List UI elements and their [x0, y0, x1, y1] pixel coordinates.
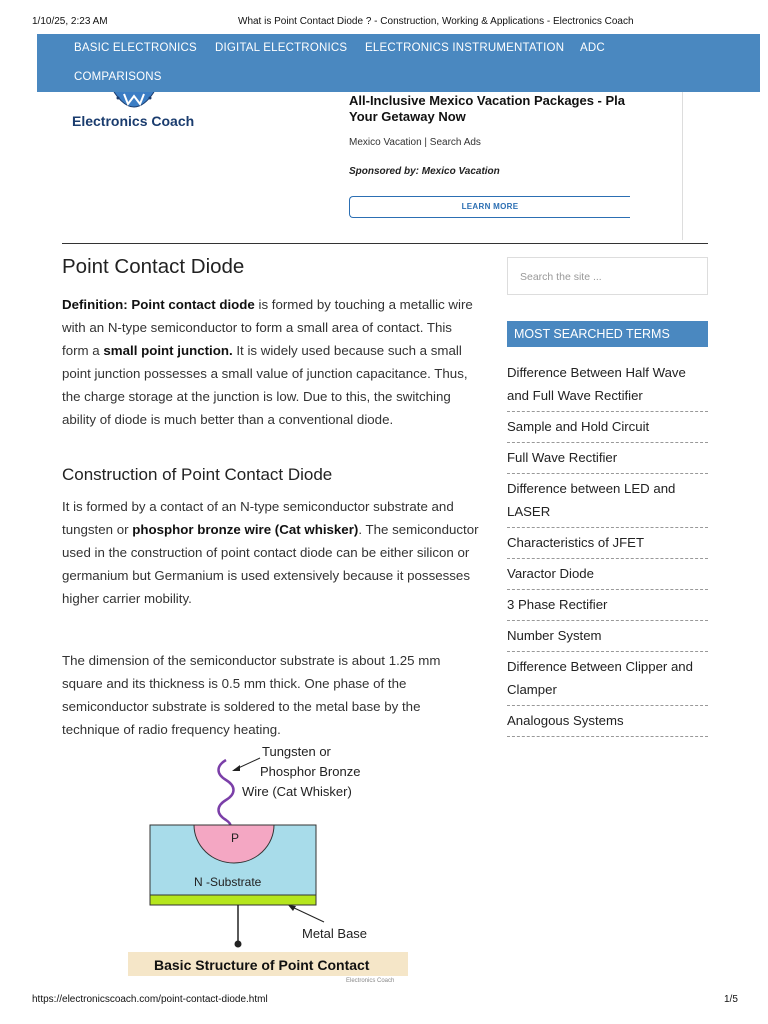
point-contact-diagram: [128, 742, 410, 982]
term-link[interactable]: Difference between LED and LASER: [507, 477, 708, 528]
wire-label-line-2: Phosphor Bronze: [260, 764, 361, 779]
most-searched-list: [507, 361, 708, 740]
wire-label-line-1: Tungsten or: [262, 744, 331, 759]
site-search-box[interactable]: [507, 257, 708, 295]
logo-text: Electronics Coach: [72, 113, 195, 129]
wire-label-line-3: Wire (Cat Whisker): [242, 784, 352, 799]
definition-term: Definition: Point contact diode: [62, 297, 255, 312]
construction-text-1: It is formed by a contact of an N-type semiconductor substrate and tungsten or: [62, 499, 454, 537]
definition-paragraph: [62, 293, 480, 431]
search-input[interactable]: [518, 270, 702, 284]
diagram-caption: Basic Structure of Point Contact: [154, 957, 370, 973]
cat-whisker-term: phosphor bronze wire (Cat whisker): [132, 522, 359, 537]
article-title: Point Contact Diode: [62, 255, 245, 278]
construction-heading: Construction of Point Contact Diode: [62, 465, 333, 484]
term-link[interactable]: Analogous Systems: [507, 709, 708, 737]
term-link[interactable]: Difference Between Half Wave and Full Wave Rectifier: [507, 361, 708, 412]
term-link[interactable]: Sample and Hold Circuit: [507, 415, 708, 443]
print-page-number: 1/5: [724, 994, 738, 1005]
ad-source: Mexico Vacation | Search Ads: [349, 137, 481, 148]
nav-item-electronics-instrumentation[interactable]: ELECTRONICS INSTRUMENTATION: [365, 42, 565, 54]
definition-text-2: It is widely used because such a small point junction possesses a small value of junction capacitance. Thus, the charge storage at the junction is low. Due to this, the switching ability of diode is much better than a conventional diode.: [62, 343, 468, 427]
ad-headline-line-2[interactable]: Your Getaway Now: [349, 109, 466, 124]
nav-item-digital-electronics[interactable]: DIGITAL ELECTRONICS: [215, 42, 348, 54]
print-page-title: What is Point Contact Diode ? - Construction, Working & Applications - Electronics Coach: [238, 16, 634, 27]
small-point-junction-term: small point junction.: [103, 343, 233, 358]
nav-item-basic-electronics[interactable]: BASIC ELECTRONICS: [74, 42, 197, 54]
construction-text-2: . The semiconductor used in the construction of point contact diode can be either silicon or germanium but Germanium is used extensively because it possesses higher carrier mobility.: [62, 522, 479, 606]
main-navigation: [37, 34, 760, 92]
print-date: 1/10/25, 2:23 AM: [32, 16, 108, 27]
term-link[interactable]: Full Wave Rectifier: [507, 446, 708, 474]
cat-whisker-wire-icon: [219, 760, 234, 832]
substrate-label: N -Substrate: [194, 875, 262, 889]
metal-base-label: Metal Base: [302, 926, 368, 941]
site-logo[interactable]: [72, 92, 195, 132]
term-link[interactable]: Characteristics of JFET: [507, 531, 708, 559]
print-url: https://electronicscoach.com/point-contact-diode.html: [32, 994, 268, 1005]
term-link[interactable]: Difference Between Clipper and Clamper: [507, 655, 708, 706]
logo-mark-icon: [110, 92, 158, 110]
ad-divider: [682, 92, 683, 240]
term-link[interactable]: Varactor Diode: [507, 562, 708, 590]
content-divider: [62, 243, 708, 244]
dimension-paragraph: The dimension of the semiconductor substrate is about 1.25 mm square and its thickness is 0.5 mm thick. One phase of the semiconductor substrate is soldered to the metal base by the technique of radio frequency heating.: [62, 653, 441, 737]
ad-sponsored: Sponsored by: Mexico Vacation: [349, 166, 500, 177]
ad-headline[interactable]: All-Inclusive Mexico Vacation Packages - Pla: [349, 93, 626, 108]
definition-text-1: is formed by touching a metallic wire with an N-type semiconductor to form a small area of contact. This form a: [62, 297, 473, 358]
ad-learn-more-button[interactable]: LEARN MORE: [349, 196, 630, 218]
p-region-label: P: [231, 831, 240, 845]
term-link[interactable]: 3 Phase Rectifier: [507, 593, 708, 621]
nav-item-comparisons[interactable]: COMPARISONS: [74, 71, 162, 83]
most-searched-heading: MOST SEARCHED TERMS: [507, 321, 708, 347]
nav-item-adc[interactable]: ADC: [580, 42, 605, 54]
term-link[interactable]: Number System: [507, 624, 708, 652]
diagram-watermark: Electronics Coach: [346, 978, 395, 982]
advertisement[interactable]: [349, 93, 627, 223]
construction-paragraph: [62, 495, 480, 610]
